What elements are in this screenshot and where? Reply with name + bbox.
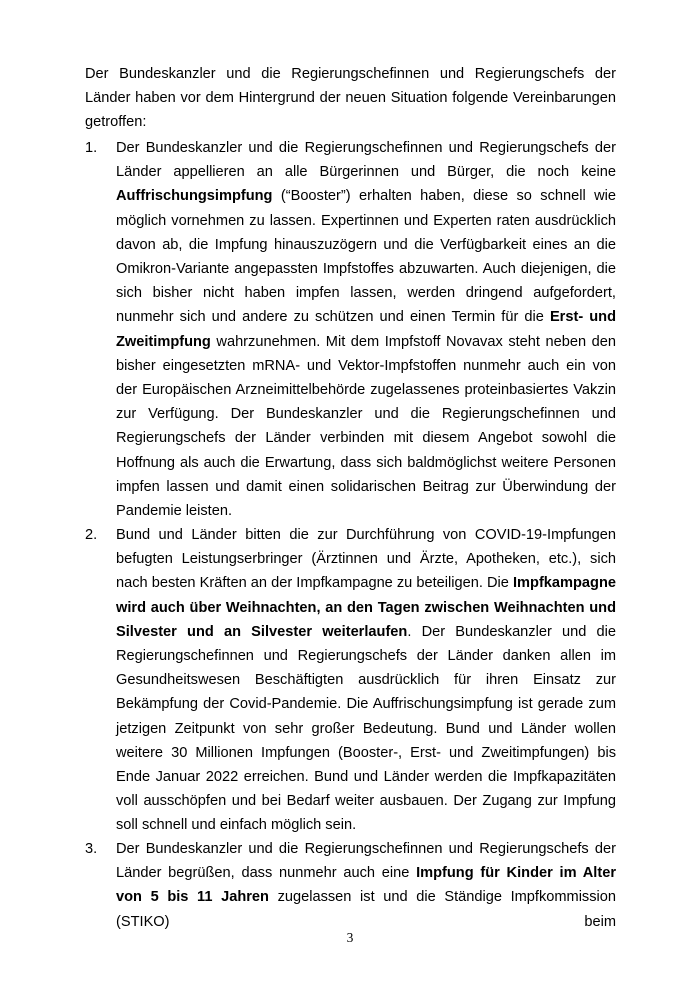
bold-text-erst-zweitimpfung: Erst- und Zweitimpfung: [116, 309, 616, 350]
body-text: Bund und Länder bitten die zur Durchführung von COVID-19-Impfungen befugten Leistungserbringer (Ärztinnen und Ärzte, Apotheken, etc.), sich nach besten Kräften an der Impfkampagne zu beteiligen. Die: [116, 527, 616, 592]
list-item-2: [85, 523, 616, 838]
bold-text-kinderimpfung: Impfung für Kinder im Alter von 5 bis 11 Jahren: [116, 865, 616, 906]
list-item-body: [116, 136, 616, 523]
list-item-body: [116, 837, 616, 934]
body-text: wahrzunehmen. Mit dem Impfstoff Novavax steht neben den bisher eingesetzten mRNA- und Vektor-Impfstoffen nunmehr auch ein von der Europäischen Arzneimittelbehörde zugelassenes proteinbasiertes Vakzin zur Verfügung. Der Bundeskanzler und die Regierungschefinnen und Regierungschefs der Länder verbinden mit diesem Angebot sowohl die Hoffnung als auch die Erwartung, dass sich baldmöglichst weitere Personen impfen lassen und damit einen solidarischen Beitrag zur Überwindung der Pandemie leisten.: [116, 333, 616, 520]
bold-text-auffrischungsimpfung: Auffrischungsimpfung: [116, 188, 273, 205]
list-item-3: [85, 837, 616, 934]
list-item-number: 1.: [85, 140, 98, 156]
bold-text-impfkampagne: Impfkampagne wird auch über Weihnachten, an den Tagen zwischen Weihnachten und Silvester und an Silvester weiterlaufen: [116, 575, 616, 640]
body-text: Der Bundeskanzler und die Regierungschefinnen und Regierungschefs der Länder begrüßen, dass nunmehr auch eine: [116, 841, 616, 882]
list-item-number: 2.: [85, 527, 98, 543]
intro-paragraph: Der Bundeskanzler und die Regierungschefinnen und Regierungschefs der Länder haben vor dem Hintergrund der neuen Situation folgende Vereinbarungen getroffen:: [85, 66, 616, 130]
list-item-body: [116, 523, 616, 838]
body-text: zugelassen ist und die Ständige Impfkommission (STIKO) beim: [116, 889, 617, 930]
list-item-1: [85, 136, 616, 523]
body-text: . Der Bundeskanzler und die Regierungschefinnen und Regierungschefs der Länder danken allen im Gesundheitswesen Beschäftigten ausdrücklich für ihren Einsatz zur Bekämpfung der Covid-Pandemie. Die Auffrischungsimpfung ist gerade zum jetzigen Zeitpunkt von sehr großer Bedeutung. Bund und Länder wollen weitere 30 Millionen Impfungen (Booster-, Erst- und Zweitimpfungen) bis Ende Januar 2022 erreichen. Bund und Länder werden die Impfkapazitäten voll ausschöpfen und bei Bedarf weiter ausbauen. Der Zugang zur Impfung soll schnell und einfach möglich sein.: [116, 623, 616, 834]
body-text: (“Booster”) erhalten haben, diese so schnell wie möglich vornehmen zu lassen. Expertinnen und Experten raten ausdrücklich davon ab, die Impfung hinauszuzögern und die Verfügbarkeit eines an die Omikron-Variante angepassten Impfstoffes abzuwarten. Auch diejenigen, die sich bisher nicht haben impfen lassen, werden dringend aufgefordert, nunmehr sich und andere zu schützen und einen Termin für die: [116, 188, 616, 326]
list-item-number: 3.: [85, 841, 98, 857]
body-text: Der Bundeskanzler und die Regierungschefinnen und Regierungschefs der Länder appellieren an alle Bürgerinnen und Bürger, die noch keine: [116, 140, 616, 181]
page-number: 3: [346, 930, 354, 945]
